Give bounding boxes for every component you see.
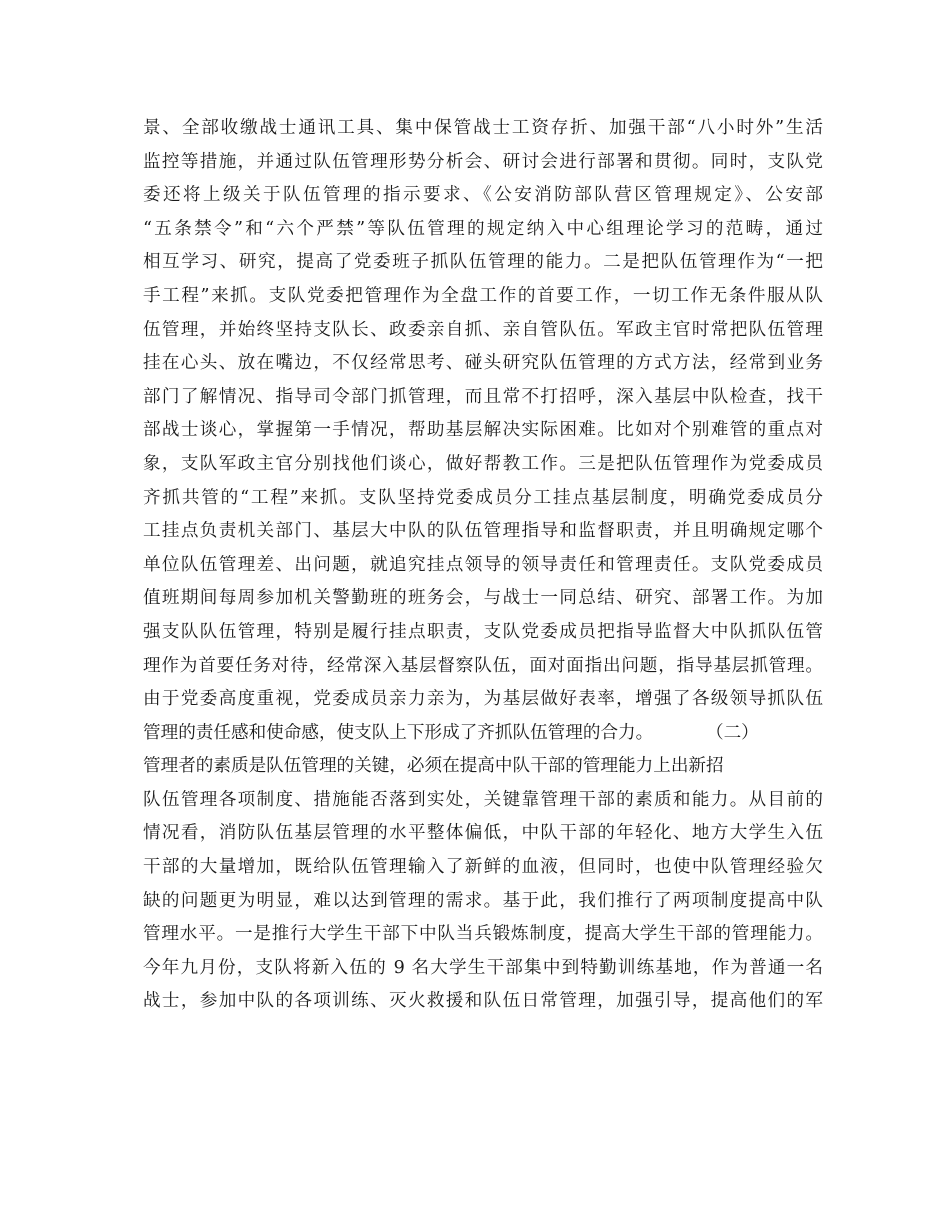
text-line: 象，支队军政主官分别找他们谈心，做好帮教工作。三是把队伍管理作为党委成员 xyxy=(143,453,823,474)
text-line: 管理水平。一是推行大学生干部下中队当兵锻炼制度，提高大学生干部的管理能力。 xyxy=(143,924,823,945)
text-line: 干部的大量增加，既给队伍管理输入了新鲜的血液，但同时，也使中队管理经验欠 xyxy=(143,857,823,878)
text-line: 相互学习、研究，提高了党委班子抓队伍管理的能力。二是把队伍管理作为“一把 xyxy=(143,252,823,273)
text-line: 景、全部收缴战士通讯工具、集中保管战士工资存折、加强干部“八小时外”生活 xyxy=(143,118,823,138)
text-line: 工挂点负责机关部门、基层大中队的队伍管理指导和监督职责，并且明确规定哪个 xyxy=(143,521,823,542)
text-line: 缺的问题更为明显，难以达到管理的需求。基于此，我们推行了两项制度提高中队 xyxy=(143,890,823,911)
text-line: 齐抓共管的“工程”来抓。支队坚持党委成员分工挂点基层制度，明确党委成员分 xyxy=(143,487,823,508)
section-heading-line: 管理者的素质是队伍管理的关键，必须在提高中队干部的管理能力上出新招 xyxy=(143,756,724,777)
text-line: 由于党委高度重视，党委成员亲力亲为，为基层做好表率，增强了各级领导抓队伍 xyxy=(143,689,823,710)
text-line: 伍管理，并始终坚持支队长、政委亲自抓、亲自管队伍。军政主官时常把队伍管理 xyxy=(143,319,823,340)
text-line: 手工程”来抓。支队党委把管理作为全盘工作的首要工作，一切工作无条件服从队 xyxy=(143,285,823,306)
text-line: 强支队队伍管理，特别是履行挂点职责，支队党委成员把指导监督大中队抓队伍管 xyxy=(143,621,823,642)
text-line: 今年九月份，支队将新入伍的 9 名大学生干部集中到特勤训练基地，作为普通一名 xyxy=(143,957,823,978)
text-line: 理作为首要任务对待，经常深入基层督察队伍，面对面指出问题，指导基层抓管理。 xyxy=(143,655,823,676)
text-line: 情况看，消防队伍基层管理的水平整体偏低，中队干部的年轻化、地方大学生入伍 xyxy=(143,823,823,844)
text-line: 监控等措施，并通过队伍管理形势分析会、研讨会进行部署和贯彻。同时，支队党 xyxy=(143,151,823,172)
text-line: 部战士谈心，掌握第一手情况，帮助基层解决实际困难。比如对个别难管的重点对 xyxy=(143,420,823,441)
text-line: 战士，参加中队的各项训练、灭火救援和队伍日常管理，加强引导，提高他们的军 xyxy=(143,991,823,1012)
text-line: 委还将上级关于队伍管理的指示要求、《公安消防部队营区管理规定》、公安部 xyxy=(143,185,823,206)
text-line: 值班期间每周参加机关警勤班的班务会，与战士一同总结、研究、部署工作。为加 xyxy=(143,588,823,609)
text-line: 单位队伍管理差、出问题，就追究挂点领导的领导责任和管理责任。支队党委成员 xyxy=(143,554,823,575)
text-line: 部门了解情况、指导司令部门抓管理，而且常不打招呼，深入基层中队检查，找干 xyxy=(143,386,823,407)
text-line: “五条禁令”和“六个严禁”等队伍管理的规定纳入中心组理论学习的范畴，通过 xyxy=(143,218,823,239)
body-text xyxy=(143,112,823,1019)
text-line: 队伍管理各项制度、措施能否落到实处，关键靠管理干部的素质和能力。从目前的 xyxy=(143,789,823,810)
text-line: 挂在心头、放在嘴边，不仅经常思考、碰头研究队伍管理的方式方法，经常到业务 xyxy=(143,353,823,374)
text-line: 管理的责任感和使命感，使支队上下形成了齐抓队伍管理的合力。 （二） xyxy=(143,722,759,743)
